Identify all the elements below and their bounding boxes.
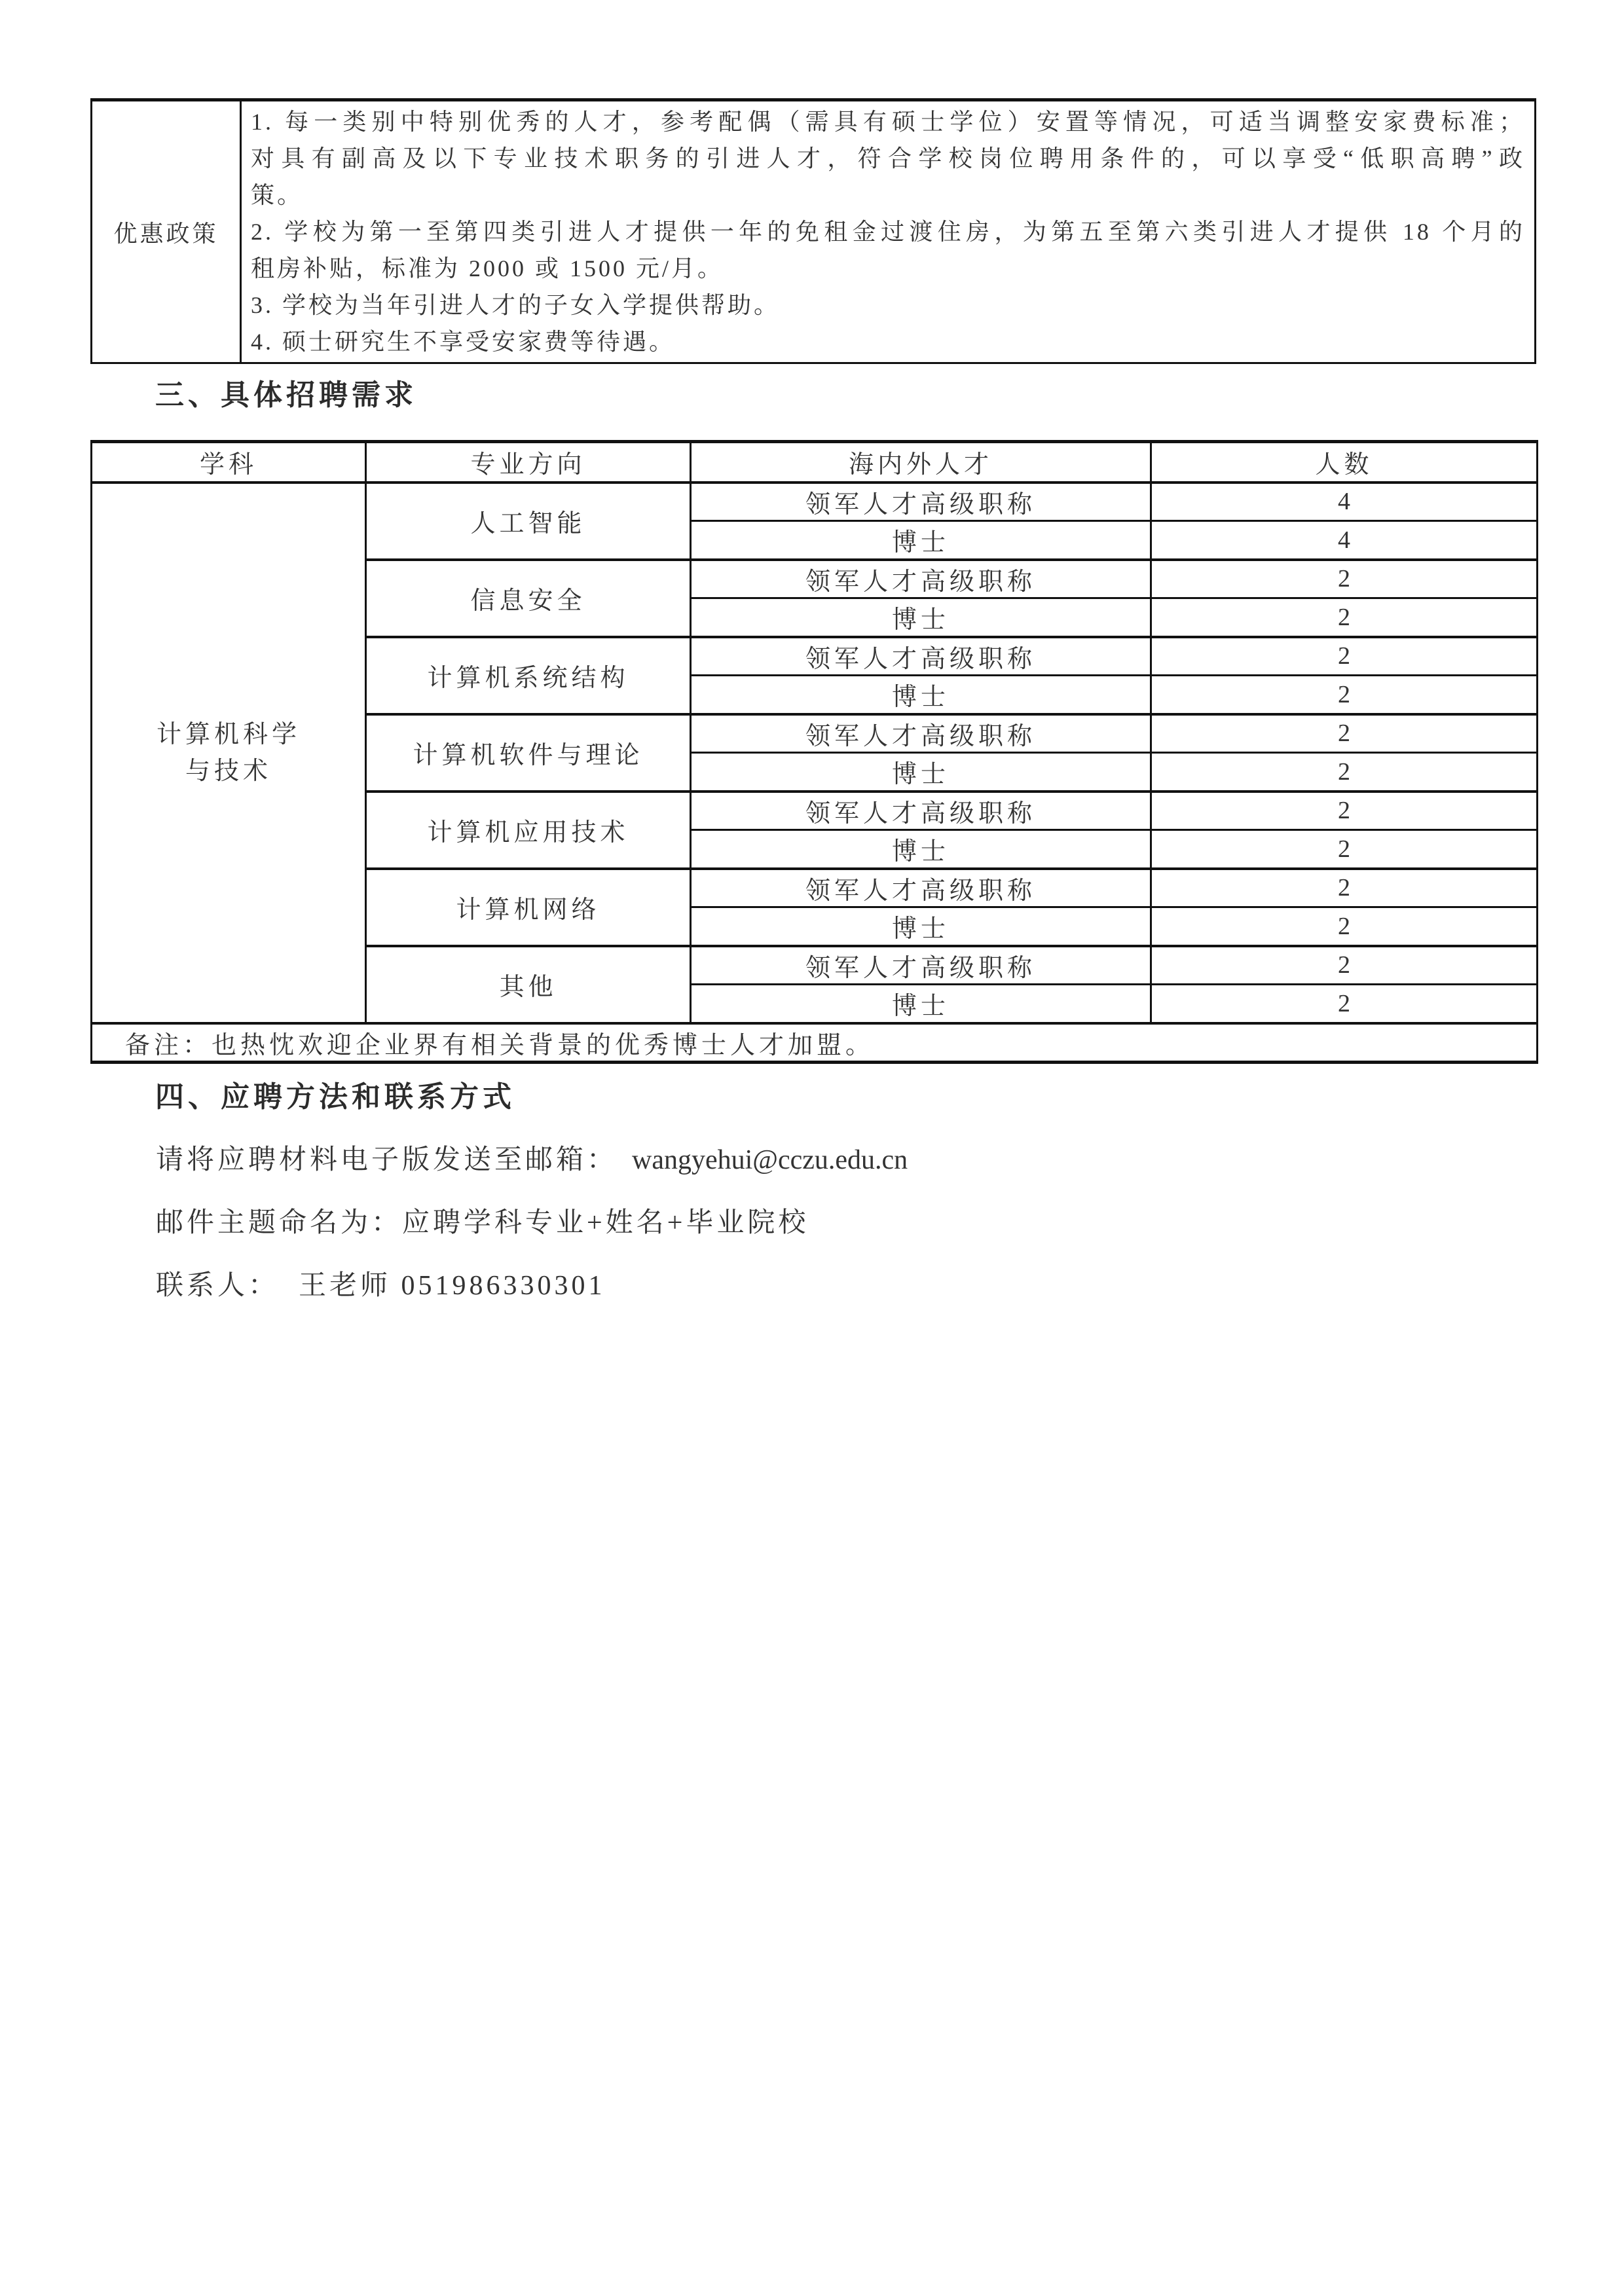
count-cell: 2 — [1151, 676, 1538, 714]
direction-cell: 计算机系统结构 — [366, 637, 691, 714]
discipline-line: 与技术 — [185, 757, 272, 785]
col-header-count: 人数 — [1151, 442, 1538, 483]
note-cell: 备注：也热忱欢迎企业界有相关背景的优秀博士人才加盟。 — [92, 1023, 1538, 1063]
section-four-title: 四、应聘方法和联系方式 — [155, 1081, 515, 1113]
policy-line: 策。 — [251, 182, 304, 208]
count-cell: 2 — [1151, 792, 1538, 830]
discipline-line: 计算机科学 — [156, 720, 301, 748]
count-cell: 2 — [1151, 830, 1538, 869]
direction-cell: 其他 — [366, 946, 691, 1023]
talent-cell: 领军人才高级职称 — [691, 560, 1151, 598]
talent-cell: 领军人才高级职称 — [691, 869, 1151, 907]
talent-cell: 博士 — [691, 830, 1151, 869]
contact-person-value: 王老师 051986330301 — [299, 1271, 606, 1301]
count-cell: 2 — [1151, 946, 1538, 985]
policy-line: 4. 硕士研究生不享受安家费等待遇。 — [251, 329, 676, 355]
table-header-row — [92, 442, 1538, 483]
policy-table — [90, 98, 1536, 364]
direction-cell: 人工智能 — [366, 483, 691, 560]
talent-cell: 领军人才高级职称 — [691, 637, 1151, 676]
talent-cell: 博士 — [691, 753, 1151, 792]
section-three-title: 三、具体招聘需求 — [155, 379, 417, 411]
policy-line: 2. 学校为第一至第四类引进人才提供一年的免租金过渡住房，为第五至第六类引进人才提供 18 个月的 — [251, 219, 1525, 245]
contact-line-prefix: 联系人： — [156, 1271, 280, 1301]
talent-cell: 博士 — [691, 521, 1151, 560]
talent-cell: 博士 — [691, 985, 1151, 1023]
talent-cell: 博士 — [691, 676, 1151, 714]
count-cell: 2 — [1151, 598, 1538, 637]
policy-line: 1. 每一类别中特别优秀的人才，参考配偶（需具有硕士学位）安置等情况，可适当调整安家费标准； — [251, 109, 1525, 135]
table-note-row — [92, 1023, 1538, 1063]
talent-cell: 博士 — [691, 907, 1151, 946]
count-cell: 2 — [1151, 560, 1538, 598]
direction-cell: 计算机网络 — [366, 869, 691, 946]
col-header-talent: 海内外人才 — [691, 442, 1151, 483]
policy-line: 租房补贴，标准为 2000 或 1500 元/月。 — [251, 255, 724, 282]
count-cell: 2 — [1151, 907, 1538, 946]
talent-cell: 领军人才高级职称 — [691, 483, 1151, 521]
talent-cell: 领军人才高级职称 — [691, 714, 1151, 753]
count-cell: 2 — [1151, 637, 1538, 676]
contact-line — [156, 1270, 606, 1302]
email-line-prefix: 请将应聘材料电子版发送至邮箱： — [156, 1145, 618, 1175]
policy-content-cell — [242, 101, 1534, 362]
direction-cell: 信息安全 — [366, 560, 691, 637]
recruitment-table — [90, 440, 1538, 1064]
table-row — [92, 483, 1538, 521]
subject-line: 邮件主题命名为：应聘学科专业+姓名+毕业院校 — [156, 1208, 809, 1238]
direction-cell: 计算机应用技术 — [366, 792, 691, 869]
count-cell: 2 — [1151, 753, 1538, 792]
policy-row-label: 优惠政策 — [92, 101, 242, 362]
talent-cell: 领军人才高级职称 — [691, 792, 1151, 830]
policy-line: 对具有副高及以下专业技术职务的引进人才，符合学校岗位聘用条件的，可以享受“低职高聘”政 — [251, 145, 1525, 172]
count-cell: 4 — [1151, 521, 1538, 560]
col-header-discipline: 学科 — [92, 442, 366, 483]
talent-cell: 博士 — [691, 598, 1151, 637]
count-cell: 2 — [1151, 714, 1538, 753]
email-address: wangyehui@cczu.edu.cn — [632, 1145, 908, 1175]
policy-line: 3. 学校为当年引进人才的子女入学提供帮助。 — [251, 292, 781, 318]
direction-cell: 计算机软件与理论 — [366, 714, 691, 792]
discipline-cell — [92, 483, 366, 1023]
count-cell: 2 — [1151, 869, 1538, 907]
col-header-direction: 专业方向 — [366, 442, 691, 483]
count-cell: 4 — [1151, 483, 1538, 521]
email-line — [156, 1144, 908, 1176]
count-cell: 2 — [1151, 985, 1538, 1023]
talent-cell: 领军人才高级职称 — [691, 946, 1151, 985]
